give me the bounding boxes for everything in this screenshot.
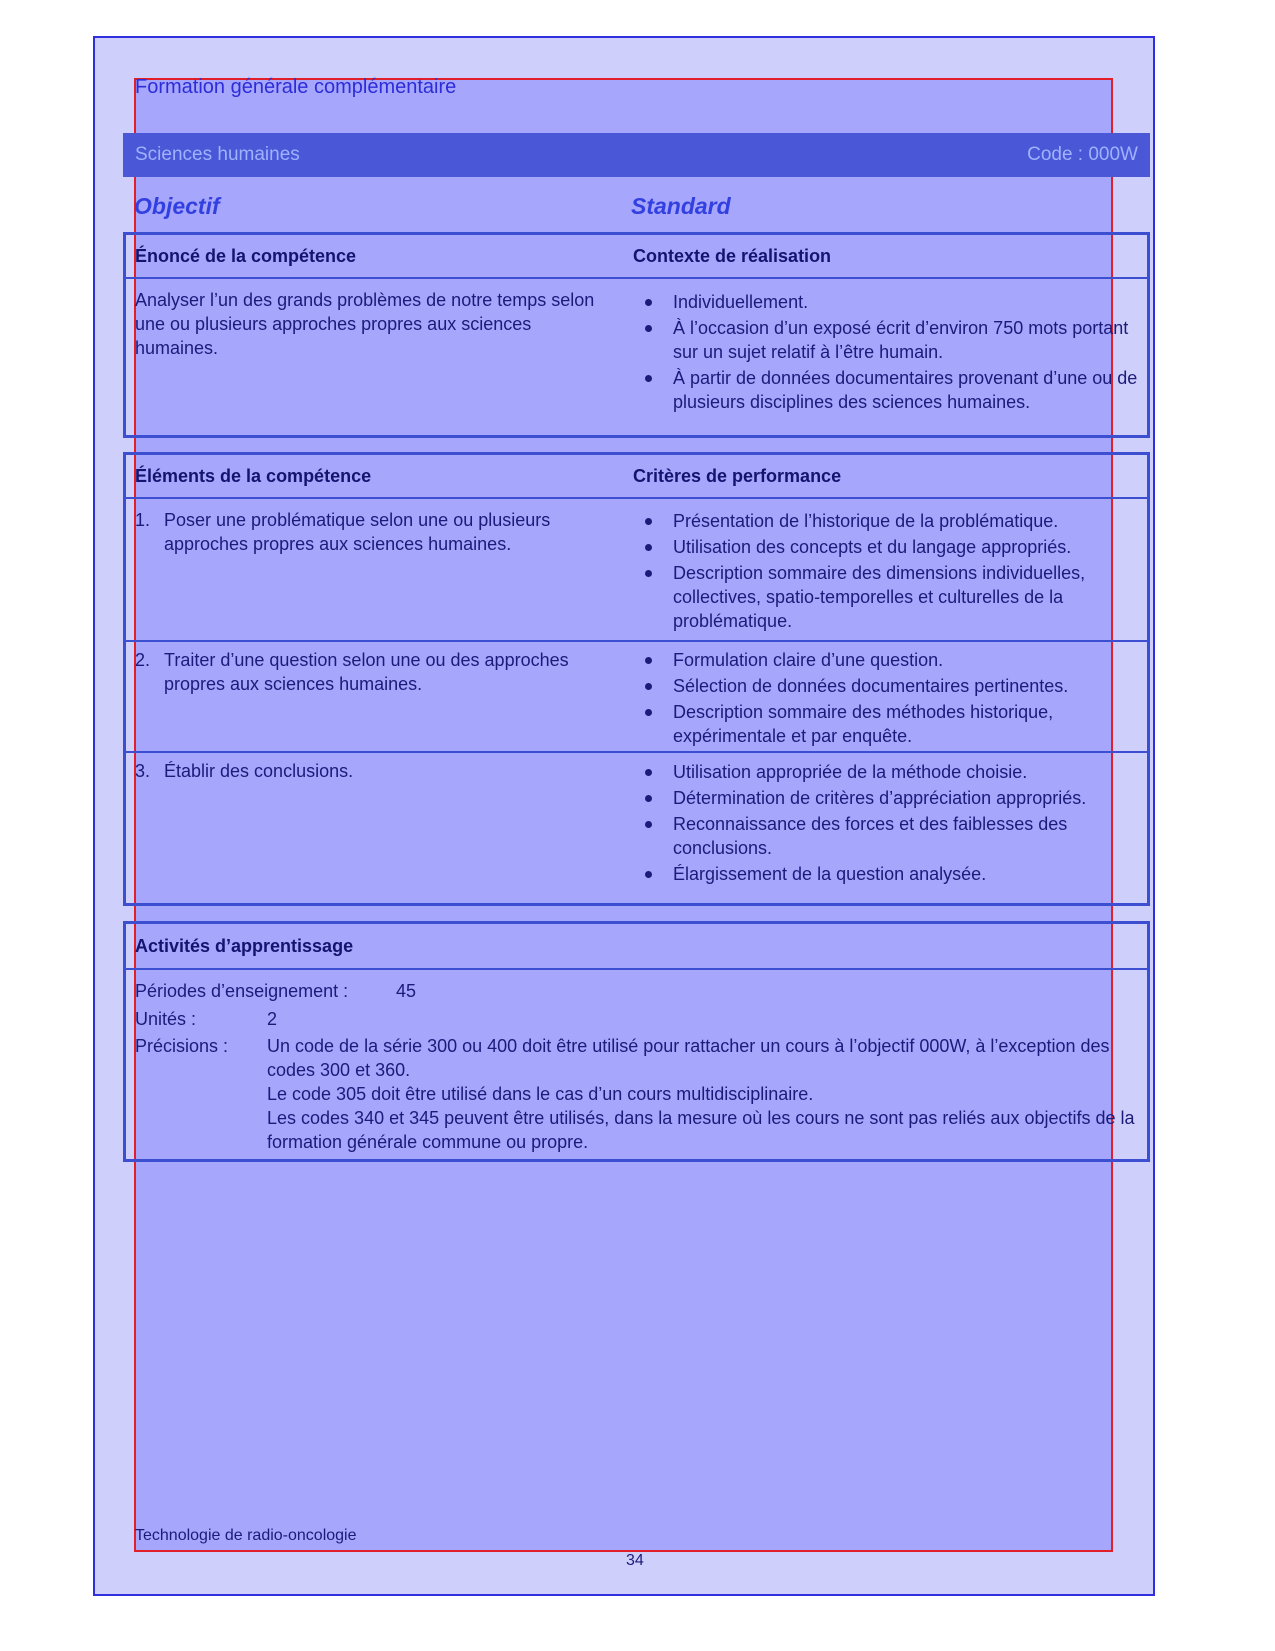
periodes-label: Périodes d’enseignement : <box>135 981 349 1001</box>
criterion-item: Formulation claire d’une question. <box>673 650 944 670</box>
bullet-icon <box>645 299 652 306</box>
element-text: Traiter d’une question selon une ou des approches propres aux sciences humaines. <box>164 650 569 694</box>
bullet-icon <box>645 544 652 551</box>
unites-value: 2 <box>267 1009 278 1029</box>
objectif-heading: Objectif <box>134 193 220 219</box>
list-item <box>643 648 1143 672</box>
competence-header-row <box>126 235 1147 279</box>
criterion-item: Description sommaire des méthodes historique, expérimentale et par enquête. <box>673 702 1054 746</box>
precisions-block <box>267 1034 1147 1154</box>
precision-item: Un code de la série 300 ou 400 doit être utilisé pour rattacher un cours à l’objectif 000W, à l’exception des codes 300 et 360. <box>267 1036 1110 1080</box>
criterion-item: Sélection de données documentaires pertinentes. <box>673 676 1069 696</box>
criterion-item: Reconnaissance des forces et des faiblesses des conclusions. <box>673 814 1068 858</box>
discipline-name: Sciences humaines <box>135 144 300 165</box>
list-item <box>643 316 1143 364</box>
list-item <box>643 786 1143 810</box>
page-number: 34 <box>626 1552 644 1569</box>
page-header-title: Formation générale complémentaire <box>135 76 457 98</box>
element-number: 2. <box>135 650 151 670</box>
criterion-item: Utilisation des concepts et du langage appropriés. <box>673 537 1072 557</box>
criterion-item: Détermination de critères d’appréciation appropriés. <box>673 788 1087 808</box>
bullet-icon <box>645 709 652 716</box>
discipline-code: Code : 000W <box>1027 144 1138 165</box>
bullet-icon <box>645 871 652 878</box>
criteria-list-2 <box>643 648 1143 750</box>
row-divider <box>126 640 1147 642</box>
competence-table <box>123 232 1150 438</box>
element-text: Établir des conclusions. <box>164 761 354 781</box>
discipline-band <box>123 133 1150 177</box>
element-3 <box>135 759 615 783</box>
list-item <box>643 366 1143 414</box>
activities-table <box>123 921 1150 1162</box>
criteres-header: Critères de performance <box>633 466 842 486</box>
row-divider <box>126 751 1147 753</box>
enonce-text: Analyser l’un des grands problèmes de notre temps selon une ou plusieurs approches propres aux sciences humaines. <box>135 290 595 358</box>
bullet-icon <box>645 325 652 332</box>
bullet-icon <box>645 570 652 577</box>
list-item <box>643 674 1143 698</box>
criteria-header-row <box>126 455 1147 499</box>
criteria-table <box>123 452 1150 906</box>
contexte-list <box>643 290 1143 416</box>
precision-item: Les codes 340 et 345 peuvent être utilisés, dans la mesure où les cours ne sont pas reliés aux objectifs de la formation générale commune ou propre. <box>267 1108 1135 1152</box>
element-2 <box>135 648 615 696</box>
criteria-list-1 <box>643 509 1143 635</box>
footer-program: Technologie de radio-oncologie <box>135 1527 357 1544</box>
criterion-item: Élargissement de la question analysée. <box>673 864 987 884</box>
bullet-icon <box>645 657 652 664</box>
list-item <box>643 290 1143 314</box>
element-1 <box>135 508 615 556</box>
bullet-icon <box>645 518 652 525</box>
bullet-icon <box>645 683 652 690</box>
standard-heading: Standard <box>631 193 731 219</box>
activities-header: Activités d’apprentissage <box>135 936 354 956</box>
bullet-icon <box>645 821 652 828</box>
element-number: 1. <box>135 510 151 530</box>
contexte-item: À partir de données documentaires provenant d’une ou de plusieurs disciplines des sciences humaines. <box>673 368 1138 412</box>
precisions-label: Précisions : <box>135 1036 229 1056</box>
precision-item: Le code 305 doit être utilisé dans le cas d’un cours multidisciplinaire. <box>267 1084 814 1104</box>
list-item <box>643 760 1143 784</box>
criteria-list-3 <box>643 760 1143 888</box>
list-item <box>643 812 1143 860</box>
list-item <box>643 700 1143 748</box>
elements-header: Éléments de la compétence <box>135 466 372 486</box>
contexte-item: Individuellement. <box>673 292 809 312</box>
element-number: 3. <box>135 761 151 781</box>
enonce-header: Énoncé de la compétence <box>135 246 357 266</box>
list-item <box>643 561 1143 633</box>
list-item <box>643 862 1143 886</box>
unites-label: Unités : <box>135 1009 197 1029</box>
bullet-icon <box>645 769 652 776</box>
contexte-header: Contexte de réalisation <box>633 246 832 266</box>
criterion-item: Utilisation appropriée de la méthode choisie. <box>673 762 1028 782</box>
contexte-item: À l’occasion d’un exposé écrit d’environ 750 mots portant sur un sujet relatif à l’être humain. <box>673 318 1129 362</box>
activities-header-row <box>126 924 1147 970</box>
list-item <box>643 509 1143 533</box>
list-item <box>643 535 1143 559</box>
element-text: Poser une problématique selon une ou plusieurs approches propres aux sciences humaines. <box>164 510 551 554</box>
periodes-value: 45 <box>396 981 417 1001</box>
bullet-icon <box>645 795 652 802</box>
bullet-icon <box>645 375 652 382</box>
criterion-item: Description sommaire des dimensions individuelles, collectives, spatio-temporelles et culturelles de la problématique. <box>673 563 1086 631</box>
enonce-text-block <box>135 288 615 360</box>
criterion-item: Présentation de l’historique de la problématique. <box>673 511 1059 531</box>
